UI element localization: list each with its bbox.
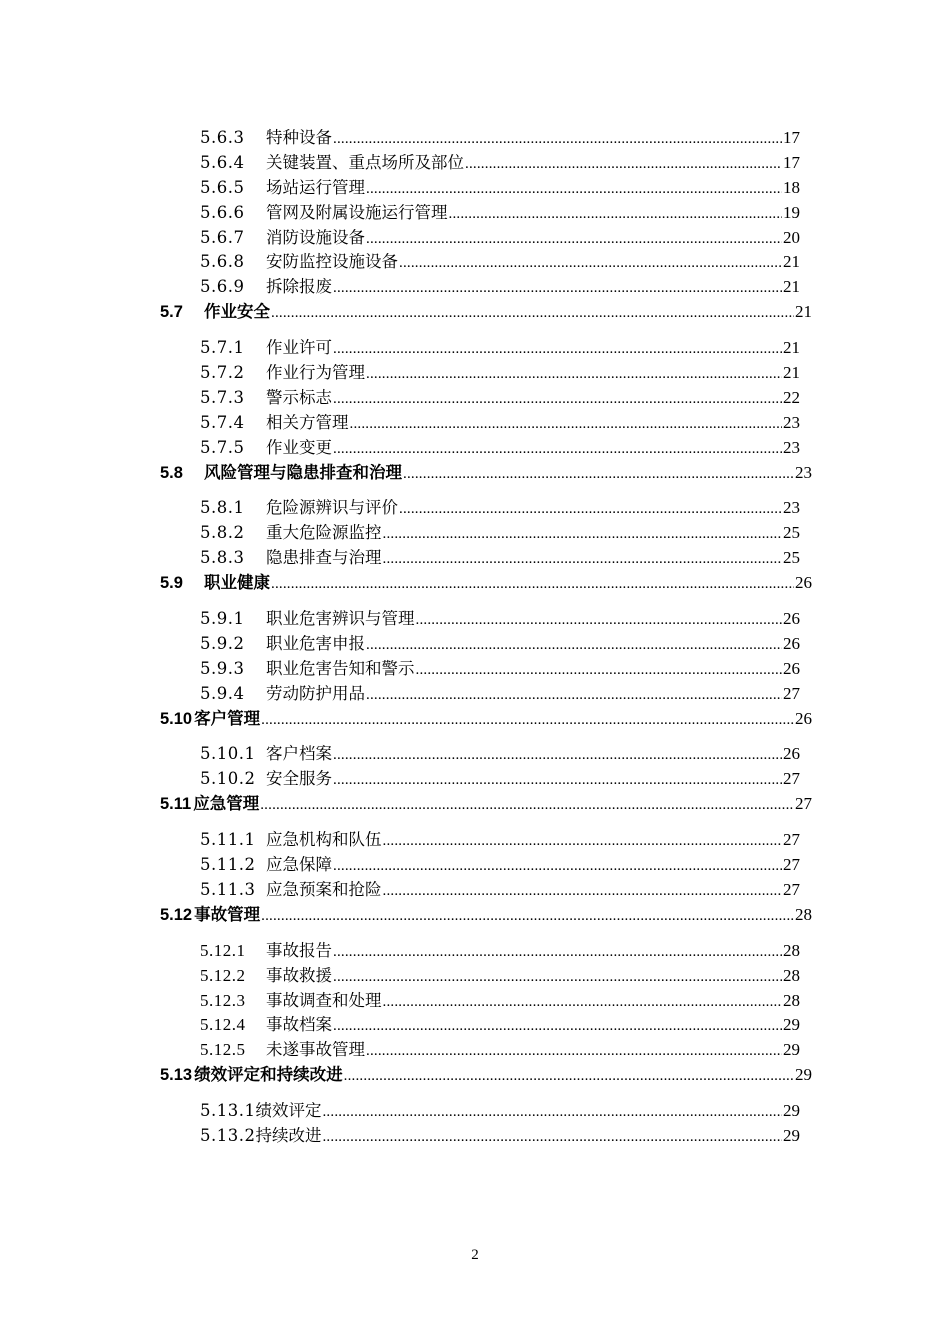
toc-section-entry[interactable]	[160, 901, 812, 926]
toc-entry-title: 客户管理	[194, 709, 261, 728]
toc-entry-number: 5.7.5	[200, 437, 245, 457]
toc-dot-leader	[449, 203, 783, 223]
toc-subsection-entry[interactable]	[200, 199, 800, 224]
toc-entry-number: 5.12	[160, 905, 193, 924]
toc-entry-number: 5.10.1	[200, 744, 256, 764]
toc-subsection-entry[interactable]	[200, 740, 800, 765]
toc-subsection-entry[interactable]	[200, 962, 800, 987]
toc-entry-page: 21	[783, 338, 800, 358]
toc-dot-leader	[271, 303, 794, 322]
toc-entry-page: 29	[783, 1101, 800, 1121]
toc-entry-title: 安全服务	[266, 769, 332, 789]
toc-subsection-entry[interactable]	[200, 409, 800, 434]
toc-entry-number: 5.8.3	[200, 548, 245, 568]
toc-entry-number: 5.7.2	[200, 363, 245, 383]
toc-entry-title: 应急预案和抢险	[266, 879, 382, 899]
toc-dot-leader	[260, 795, 794, 814]
toc-subsection-entry[interactable]	[200, 149, 800, 174]
toc-section-entry[interactable]	[160, 705, 812, 730]
toc-entry-number: 5.9.1	[200, 609, 245, 629]
toc-dot-leader	[416, 609, 783, 629]
toc-section-entry[interactable]	[160, 298, 812, 323]
toc-entry-number: 5.6.4	[200, 152, 245, 172]
toc-entry-page: 28	[783, 965, 800, 985]
toc-entry-number: 5.11.2	[200, 855, 256, 875]
toc-entry-number: 5.7.1	[200, 338, 245, 358]
toc-entry-title: 职业危害申报	[266, 633, 365, 653]
toc-entry-number: 5.10	[160, 709, 193, 728]
toc-entry-title: 场站运行管理	[266, 177, 365, 197]
toc-subsection-entry[interactable]	[200, 1122, 800, 1147]
toc-entry-number: 5.9.3	[200, 658, 245, 678]
toc-subsection-entry[interactable]	[200, 334, 800, 359]
toc-entry-title: 特种设备	[266, 128, 332, 147]
toc-entry-page: 29	[783, 1015, 800, 1035]
toc-subsection-entry[interactable]	[200, 1097, 800, 1122]
page-number: 2	[471, 1247, 479, 1263]
toc-entry-page: 25	[783, 523, 800, 543]
toc-subsection-entry[interactable]	[200, 494, 800, 519]
toc-entry-title: 作业许可	[266, 338, 332, 358]
toc-entry-title: 绩效评定和持续改进	[194, 1066, 343, 1085]
toc-dot-leader	[416, 659, 783, 679]
toc-dot-leader	[333, 941, 782, 961]
toc-subsection-entry[interactable]	[200, 680, 800, 705]
toc-entry-page: 23	[783, 498, 800, 518]
toc-dot-leader	[399, 252, 782, 272]
toc-entry-title: 重大危险源监控	[266, 523, 382, 543]
toc-subsection-entry[interactable]	[200, 655, 800, 680]
toc-section-entry[interactable]	[160, 790, 812, 815]
toc-entry-page: 21	[795, 302, 812, 322]
toc-dot-leader	[322, 1126, 782, 1146]
toc-entry-title: 安防监控设施设备	[266, 252, 398, 272]
toc-dot-leader	[333, 128, 782, 148]
toc-subsection-entry[interactable]	[200, 1011, 800, 1036]
toc-entry-page: 26	[795, 573, 812, 593]
toc-entry-page: 27	[783, 855, 800, 875]
toc-entry-title: 危险源辨识与评价	[266, 498, 398, 518]
toc-dot-leader	[350, 413, 783, 433]
toc-dot-leader	[333, 966, 782, 986]
toc-entry-number: 5.12.4	[200, 1015, 246, 1035]
toc-dot-leader	[383, 523, 783, 543]
toc-entry-title: 事故档案	[266, 1015, 332, 1035]
toc-entry-page: 26	[783, 744, 800, 764]
toc-entry-page: 21	[783, 363, 800, 383]
toc-entry-page: 23	[783, 412, 800, 432]
toc-entry-number: 5.6.6	[200, 202, 245, 222]
toc-subsection-entry[interactable]	[200, 826, 800, 851]
toc-subsection-entry[interactable]	[200, 174, 800, 199]
toc-subsection-entry[interactable]	[200, 519, 800, 544]
toc-entry-page: 29	[783, 1125, 800, 1145]
toc-entry-title: 应急机构和队伍	[266, 830, 382, 850]
toc-subsection-entry[interactable]	[200, 359, 800, 384]
toc-entry-page: 26	[783, 633, 800, 653]
toc-entry-number: 5.9.2	[200, 633, 245, 653]
toc-dot-leader	[333, 438, 782, 458]
toc-dot-leader	[399, 498, 782, 518]
toc-dot-leader	[333, 855, 782, 875]
toc-entry-number: 5.6.8	[200, 252, 245, 272]
toc-entry-page: 23	[795, 462, 812, 482]
toc-entry-page: 29	[783, 1040, 800, 1060]
toc-dot-leader	[261, 710, 794, 729]
toc-dot-leader	[366, 634, 782, 654]
toc-entry-page: 28	[783, 940, 800, 960]
toc-entry-page: 22	[783, 387, 800, 407]
toc-entry-number: 5.8.2	[200, 523, 245, 543]
toc-entry-number: 5.13.1	[200, 1101, 256, 1121]
toc-entry-number: 5.7.3	[200, 387, 245, 407]
toc-entry-page: 19	[783, 202, 800, 222]
toc-dot-leader	[333, 744, 782, 764]
toc-entry-page: 27	[783, 879, 800, 899]
toc-entry-page: 29	[795, 1065, 812, 1085]
toc-entry-page: 20	[783, 227, 800, 247]
toc-entry-number: 5.12.3	[200, 990, 246, 1010]
toc-dot-leader	[344, 1066, 794, 1085]
toc-dot-leader	[465, 153, 782, 173]
toc-entry-title: 相关方管理	[266, 412, 349, 432]
toc-dot-leader	[333, 769, 782, 789]
toc-section-entry[interactable]	[160, 569, 812, 594]
toc-entry-title: 拆除报废	[266, 277, 332, 297]
toc-entry-title: 风险管理与隐患排查和治理	[204, 463, 402, 482]
toc-dot-leader	[383, 830, 783, 850]
toc-entry-page: 26	[783, 658, 800, 678]
toc-dot-leader	[366, 684, 782, 704]
toc-subsection-entry[interactable]	[200, 384, 800, 409]
toc-subsection-entry[interactable]	[200, 987, 800, 1012]
toc-dot-leader	[333, 1015, 782, 1035]
toc-entry-page: 27	[783, 683, 800, 703]
toc-entry-page: 21	[783, 277, 800, 297]
toc-subsection-entry[interactable]	[200, 544, 800, 569]
toc-dot-leader	[322, 1101, 782, 1121]
toc-dot-leader	[383, 991, 783, 1011]
toc-subsection-entry[interactable]	[200, 630, 800, 655]
toc-entry-page: 28	[795, 904, 812, 924]
toc-entry-title: 客户档案	[266, 744, 332, 764]
toc-dot-leader	[333, 388, 782, 408]
toc-entry-page: 25	[783, 548, 800, 568]
toc-entry-title: 事故管理	[194, 905, 261, 924]
toc-entry-number: 5.12.2	[200, 965, 246, 985]
toc-entry-number: 5.6.3	[200, 128, 245, 147]
toc-entry-title: 事故救援	[266, 965, 332, 985]
toc-entry-number: 5.8	[160, 463, 183, 482]
toc-subsection-entry[interactable]	[200, 605, 800, 630]
toc-entry-page: 27	[783, 830, 800, 850]
toc-entry-number: 5.11.1	[200, 830, 256, 850]
toc-entry-title: 持续改进	[255, 1125, 322, 1145]
toc-entry-title: 消防设施设备	[266, 227, 365, 247]
toc-entry-number: 5.11	[160, 795, 192, 814]
toc-entry-title: 作业行为管理	[266, 363, 365, 383]
toc-entry-page: 27	[783, 769, 800, 789]
toc-subsection-entry[interactable]	[200, 224, 800, 249]
toc-entry-page: 21	[783, 252, 800, 272]
toc-dot-leader	[271, 574, 794, 593]
toc-entry-page: 18	[783, 177, 800, 197]
toc-entry-page: 23	[783, 437, 800, 457]
toc-subsection-entry[interactable]	[200, 124, 800, 149]
toc-dot-leader	[403, 464, 794, 483]
toc-subsection-entry[interactable]	[200, 248, 800, 273]
toc-dot-leader	[333, 277, 782, 297]
toc-dot-leader	[366, 363, 782, 383]
toc-entry-title: 应急管理	[193, 795, 260, 814]
toc-entry-number: 5.6.5	[200, 177, 245, 197]
toc-entry-page: 28	[783, 990, 800, 1010]
table-of-contents	[0, 124, 950, 1147]
toc-dot-leader	[366, 1040, 782, 1060]
toc-entry-number: 5.12.5	[200, 1040, 246, 1060]
toc-entry-title: 管网及附属设施运行管理	[266, 202, 448, 222]
toc-section-entry[interactable]	[160, 1061, 812, 1086]
toc-subsection-entry[interactable]	[200, 765, 800, 790]
toc-entry-title: 未遂事故管理	[266, 1040, 365, 1060]
toc-entry-title: 事故报告	[266, 940, 332, 960]
toc-entry-title: 警示标志	[266, 387, 332, 407]
toc-dot-leader	[366, 228, 782, 248]
toc-entry-title: 关键装置、重点场所及部位	[266, 152, 464, 172]
toc-entry-title: 作业安全	[204, 303, 270, 322]
toc-entry-number: 5.6.7	[200, 227, 245, 247]
toc-dot-leader	[261, 906, 794, 925]
toc-subsection-entry[interactable]	[200, 1036, 800, 1061]
toc-entry-number: 5.6.9	[200, 277, 245, 297]
toc-dot-leader	[383, 880, 783, 900]
toc-entry-title: 职业健康	[204, 574, 270, 593]
toc-entry-number: 5.13.2	[200, 1125, 256, 1145]
toc-dot-leader	[333, 338, 782, 358]
toc-entry-number: 5.8.1	[200, 498, 245, 518]
toc-subsection-entry[interactable]	[200, 434, 800, 459]
toc-entry-page: 17	[783, 128, 800, 147]
toc-subsection-entry[interactable]	[200, 273, 800, 298]
toc-entry-title: 应急保障	[266, 855, 332, 875]
toc-entry-title: 职业危害告知和警示	[266, 658, 415, 678]
toc-dot-leader	[366, 178, 782, 198]
toc-subsection-entry[interactable]	[200, 876, 800, 901]
toc-entry-number: 5.10.2	[200, 769, 256, 789]
toc-entry-title: 隐患排查与治理	[266, 548, 382, 568]
toc-entry-number: 5.11.3	[200, 879, 256, 899]
toc-entry-number: 5.7.4	[200, 412, 245, 432]
toc-entry-page: 27	[795, 794, 812, 814]
toc-entry-number: 5.7	[160, 303, 183, 322]
toc-subsection-entry[interactable]	[200, 851, 800, 876]
toc-entry-title: 劳动防护用品	[266, 683, 365, 703]
toc-entry-number: 5.9.4	[200, 683, 245, 703]
toc-entry-number: 5.13	[160, 1066, 193, 1085]
toc-entry-title: 绩效评定	[255, 1101, 322, 1121]
toc-section-entry[interactable]	[160, 459, 812, 484]
toc-dot-leader	[383, 548, 783, 568]
toc-entry-page: 17	[783, 152, 800, 172]
toc-subsection-entry[interactable]	[200, 937, 800, 962]
toc-entry-title: 作业变更	[266, 437, 332, 457]
toc-entry-title: 职业危害辨识与管理	[266, 609, 415, 629]
toc-entry-page: 26	[783, 609, 800, 629]
toc-entry-number: 5.12.1	[200, 940, 246, 960]
toc-entry-page: 26	[795, 708, 812, 728]
toc-entry-title: 事故调查和处理	[266, 990, 382, 1010]
toc-entry-number: 5.9	[160, 574, 183, 593]
